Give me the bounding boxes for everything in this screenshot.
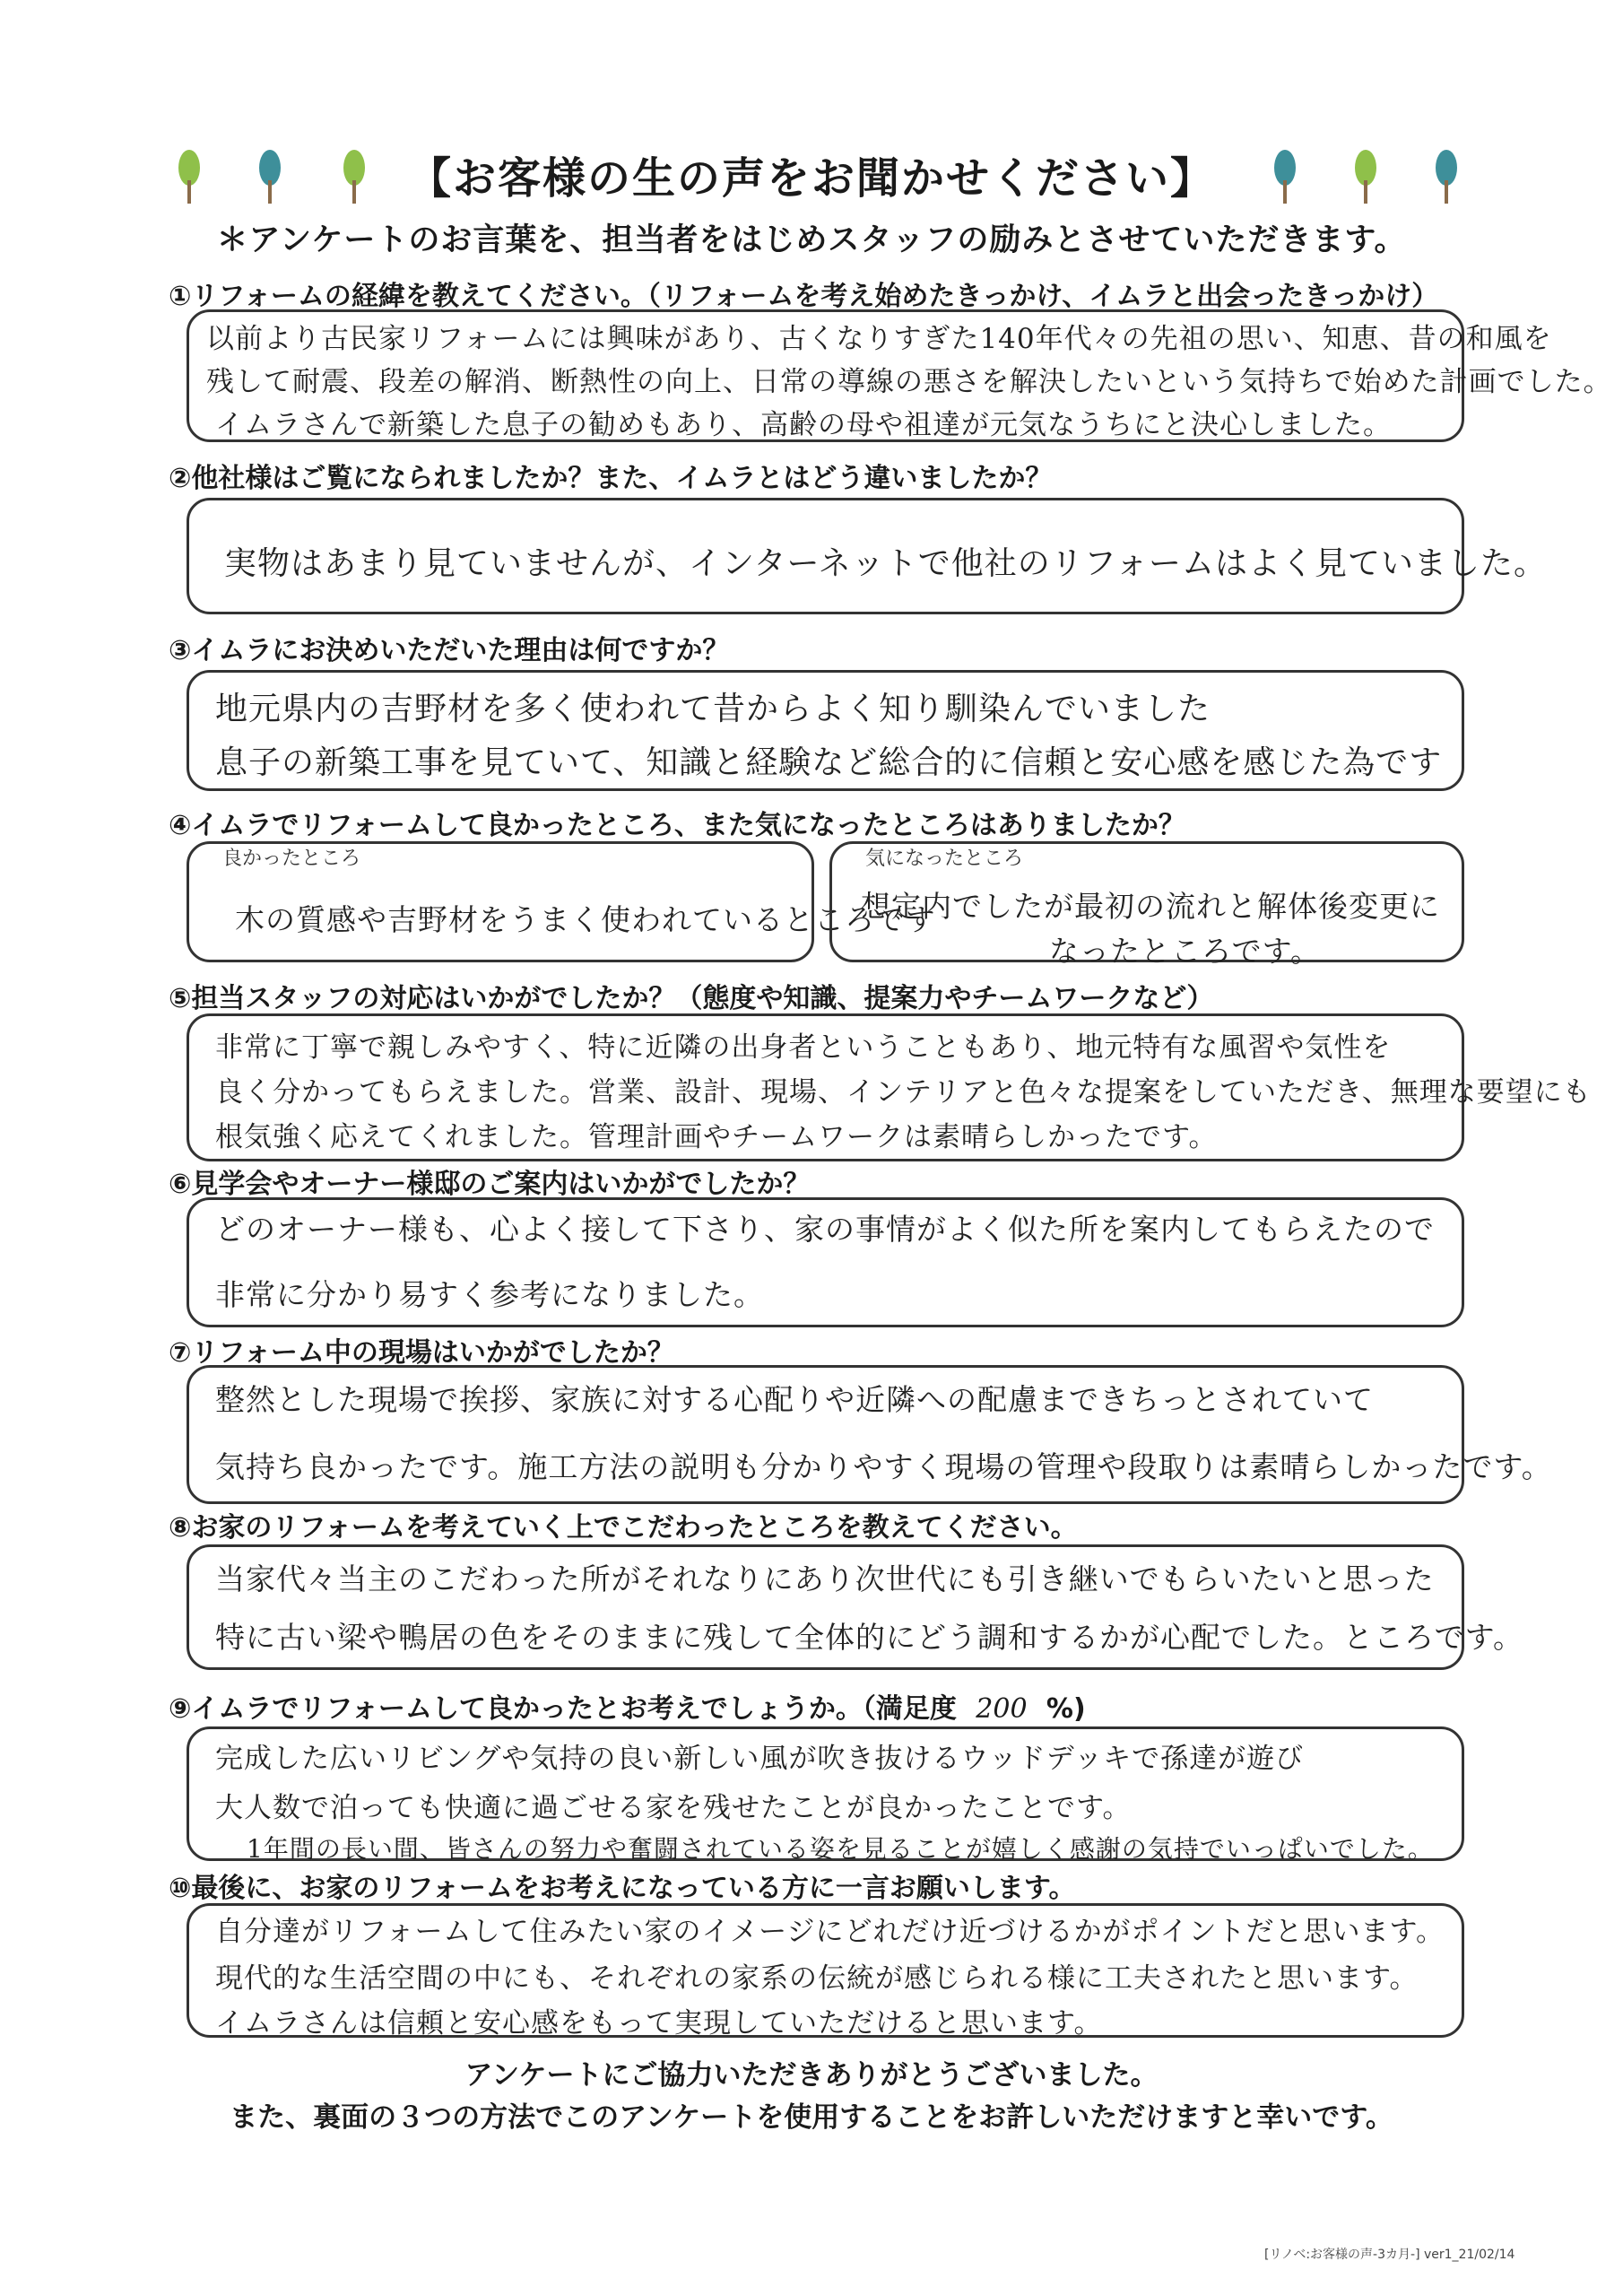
page-title: 【お客様の生の声をお聞かせください】 (407, 153, 1215, 204)
answer-8-line-1: 当家代々当主のこだわった所がそれなりにあり次世代にも引き継いでもらいたいと思った (215, 1561, 1435, 1596)
footer-version: [リノベ:お客様の声-3カ月-] ver1_21/02/14 (1264, 2248, 1515, 2262)
answer-6-line-1: どのオーナー様も、心よく接して下さり、家の事情がよく似た所を案内してもらえたので (215, 1212, 1435, 1247)
question-6-label: ⑥見学会やオーナー様邸のご案内はいかがでしたか？ (169, 1169, 811, 1200)
closing-thanks: アンケートにご協力いただきありがとうございました。 (464, 2059, 1159, 2092)
answer-6-line-2: 非常に分かり易すく参考になりました。 (215, 1277, 764, 1312)
concern-answer-line-1: 想定内でしたが最初の流れと解体後変更に (861, 889, 1440, 924)
concern-points-label: 気になったところ (865, 848, 1024, 870)
answer-2-line-1: 実物はあまり見ていませんが、インターネットで他社のリフォームはよく見ていました。 (224, 545, 1547, 582)
answer-10-line-2: 現代的な生活空間の中にも、それぞれの家系の伝統が感じられる様に工夫されたと思います。 (215, 1962, 1419, 1995)
answer-1-line-3: イムラさんで新築した息子の勧めもあり、高齢の母や祖達が元気なうちにと決心しました。 (215, 409, 1392, 441)
answer-3-line-1: 地元県内の吉野材を多く使われて昔からよく知り馴染んでいました (215, 691, 1211, 727)
question-9-text: ⑨イムラでリフォームして良かったとお考えでしょうか。（満足度 (169, 1693, 957, 1725)
answer-9-line-1: 完成した広いリビングや気持の良い新しい風が吹き抜けるウッドデッキで孫達が遊び (215, 1743, 1305, 1775)
answer-8-line-2: 特に古い梁や鴨居の色をそのままに残して全体的にどう調和するかが心配でした。ところです。 (215, 1620, 1524, 1655)
answer-1-line-1: 以前より古民家リフォームには興味があり、古くなりすぎた140年代々の先祖の思い、知恵、昔の和風を (206, 323, 1552, 355)
answer-9-line-2: 大人数で泊っても快適に過ごせる家を残せたことが良かったことです。 (215, 1792, 1132, 1824)
question-3-label: ③イムラにお決めいただいた理由は何ですか？ (169, 635, 730, 666)
answer-3-line-2: 息子の新築工事を見ていて、知識と経験など総合的に信頼と安心感を感じた為です (215, 744, 1443, 781)
question-8-label: ⑧お家のリフォームを考えていく上でこだわったところを教えてください。 (169, 1512, 1078, 1544)
answer-7-line-2: 気持ち良かったです。施工方法の説明も分かりやすく現場の管理や段取りは素晴らしかったです。 (215, 1449, 1552, 1484)
question-9-label (169, 1686, 1086, 1726)
question-2-label: ②他社様はご覧になられましたか？また、イムラとはどう違いましたか？ (169, 463, 1053, 494)
answer-10-line-1: 自分達がリフォームして住みたい家のイメージにどれだけ近づけるかがポイントだと思います。 (215, 1916, 1445, 1948)
question-10-label: ⑩最後に、お家のリフォームをお考えになっている方に一言お願いします。 (169, 1873, 1076, 1904)
page-subtitle: ＊アンケートのお言葉を、担当者をはじめスタッフの励みとさせていただきます。 (216, 222, 1407, 258)
concern-answer-line-2: なったところです。 (1049, 934, 1322, 969)
satisfaction-value: 200 (976, 1693, 1028, 1725)
satisfaction-unit: %) (1046, 1693, 1086, 1725)
answer-7-line-1: 整然とした現場で挨拶、家族に対する心配りや近隣への配慮まできちっとされていて (215, 1382, 1374, 1417)
closing-permission: また、裏面の３つの方法でこのアンケートを使用することをお許しいただけますと幸いです。 (230, 2101, 1393, 2134)
good-points-label: 良かったところ (222, 848, 361, 870)
answer-10-line-3: イムラさんは信頼と安心感をもって実現していただけると思います。 (215, 2007, 1103, 2039)
question-5-label: ⑤担当スタッフの対応はいかがでしたか？（態度や知識、提案力やチームワークなど） (169, 983, 1214, 1014)
answer-5-line-3: 根気強く応えてくれました。管理計画やチームワークは素晴らしかったです。 (215, 1121, 1218, 1153)
answer-1-line-2: 残して耐震、段差の解消、断熱性の向上、日常の導線の悪さを解決したいという気持ちで始めた計画でした。 (206, 366, 1612, 398)
good-points-answer: 木の質感や吉野材をうまく使われているところです (235, 902, 936, 937)
question-1-label: ①リフォームの経緯を教えてください。（リフォームを考え始めたきっかけ、イムラと出会ったきっかけ） (169, 281, 1439, 312)
answer-5-line-2: 良く分かってもらえました。営業、設計、現場、インテリアと色々な提案をしていただき、無理な要望にも (215, 1076, 1592, 1109)
question-4-label: ④イムラでリフォームして良かったところ、また気になったところはありましたか？ (169, 810, 1185, 841)
question-7-label: ⑦リフォーム中の現場はいかがでしたか？ (169, 1337, 674, 1369)
answer-5-line-1: 非常に丁寧で親しみやすく、特に近隣の出身者ということもあり、地元特有な風習や気性を (215, 1031, 1392, 1064)
answer-9-line-3: 1年間の長い間、皆さんの努力や奮闘されている姿を見ることが嬉しく感謝の気持でいっぱいでした。 (247, 1834, 1434, 1864)
